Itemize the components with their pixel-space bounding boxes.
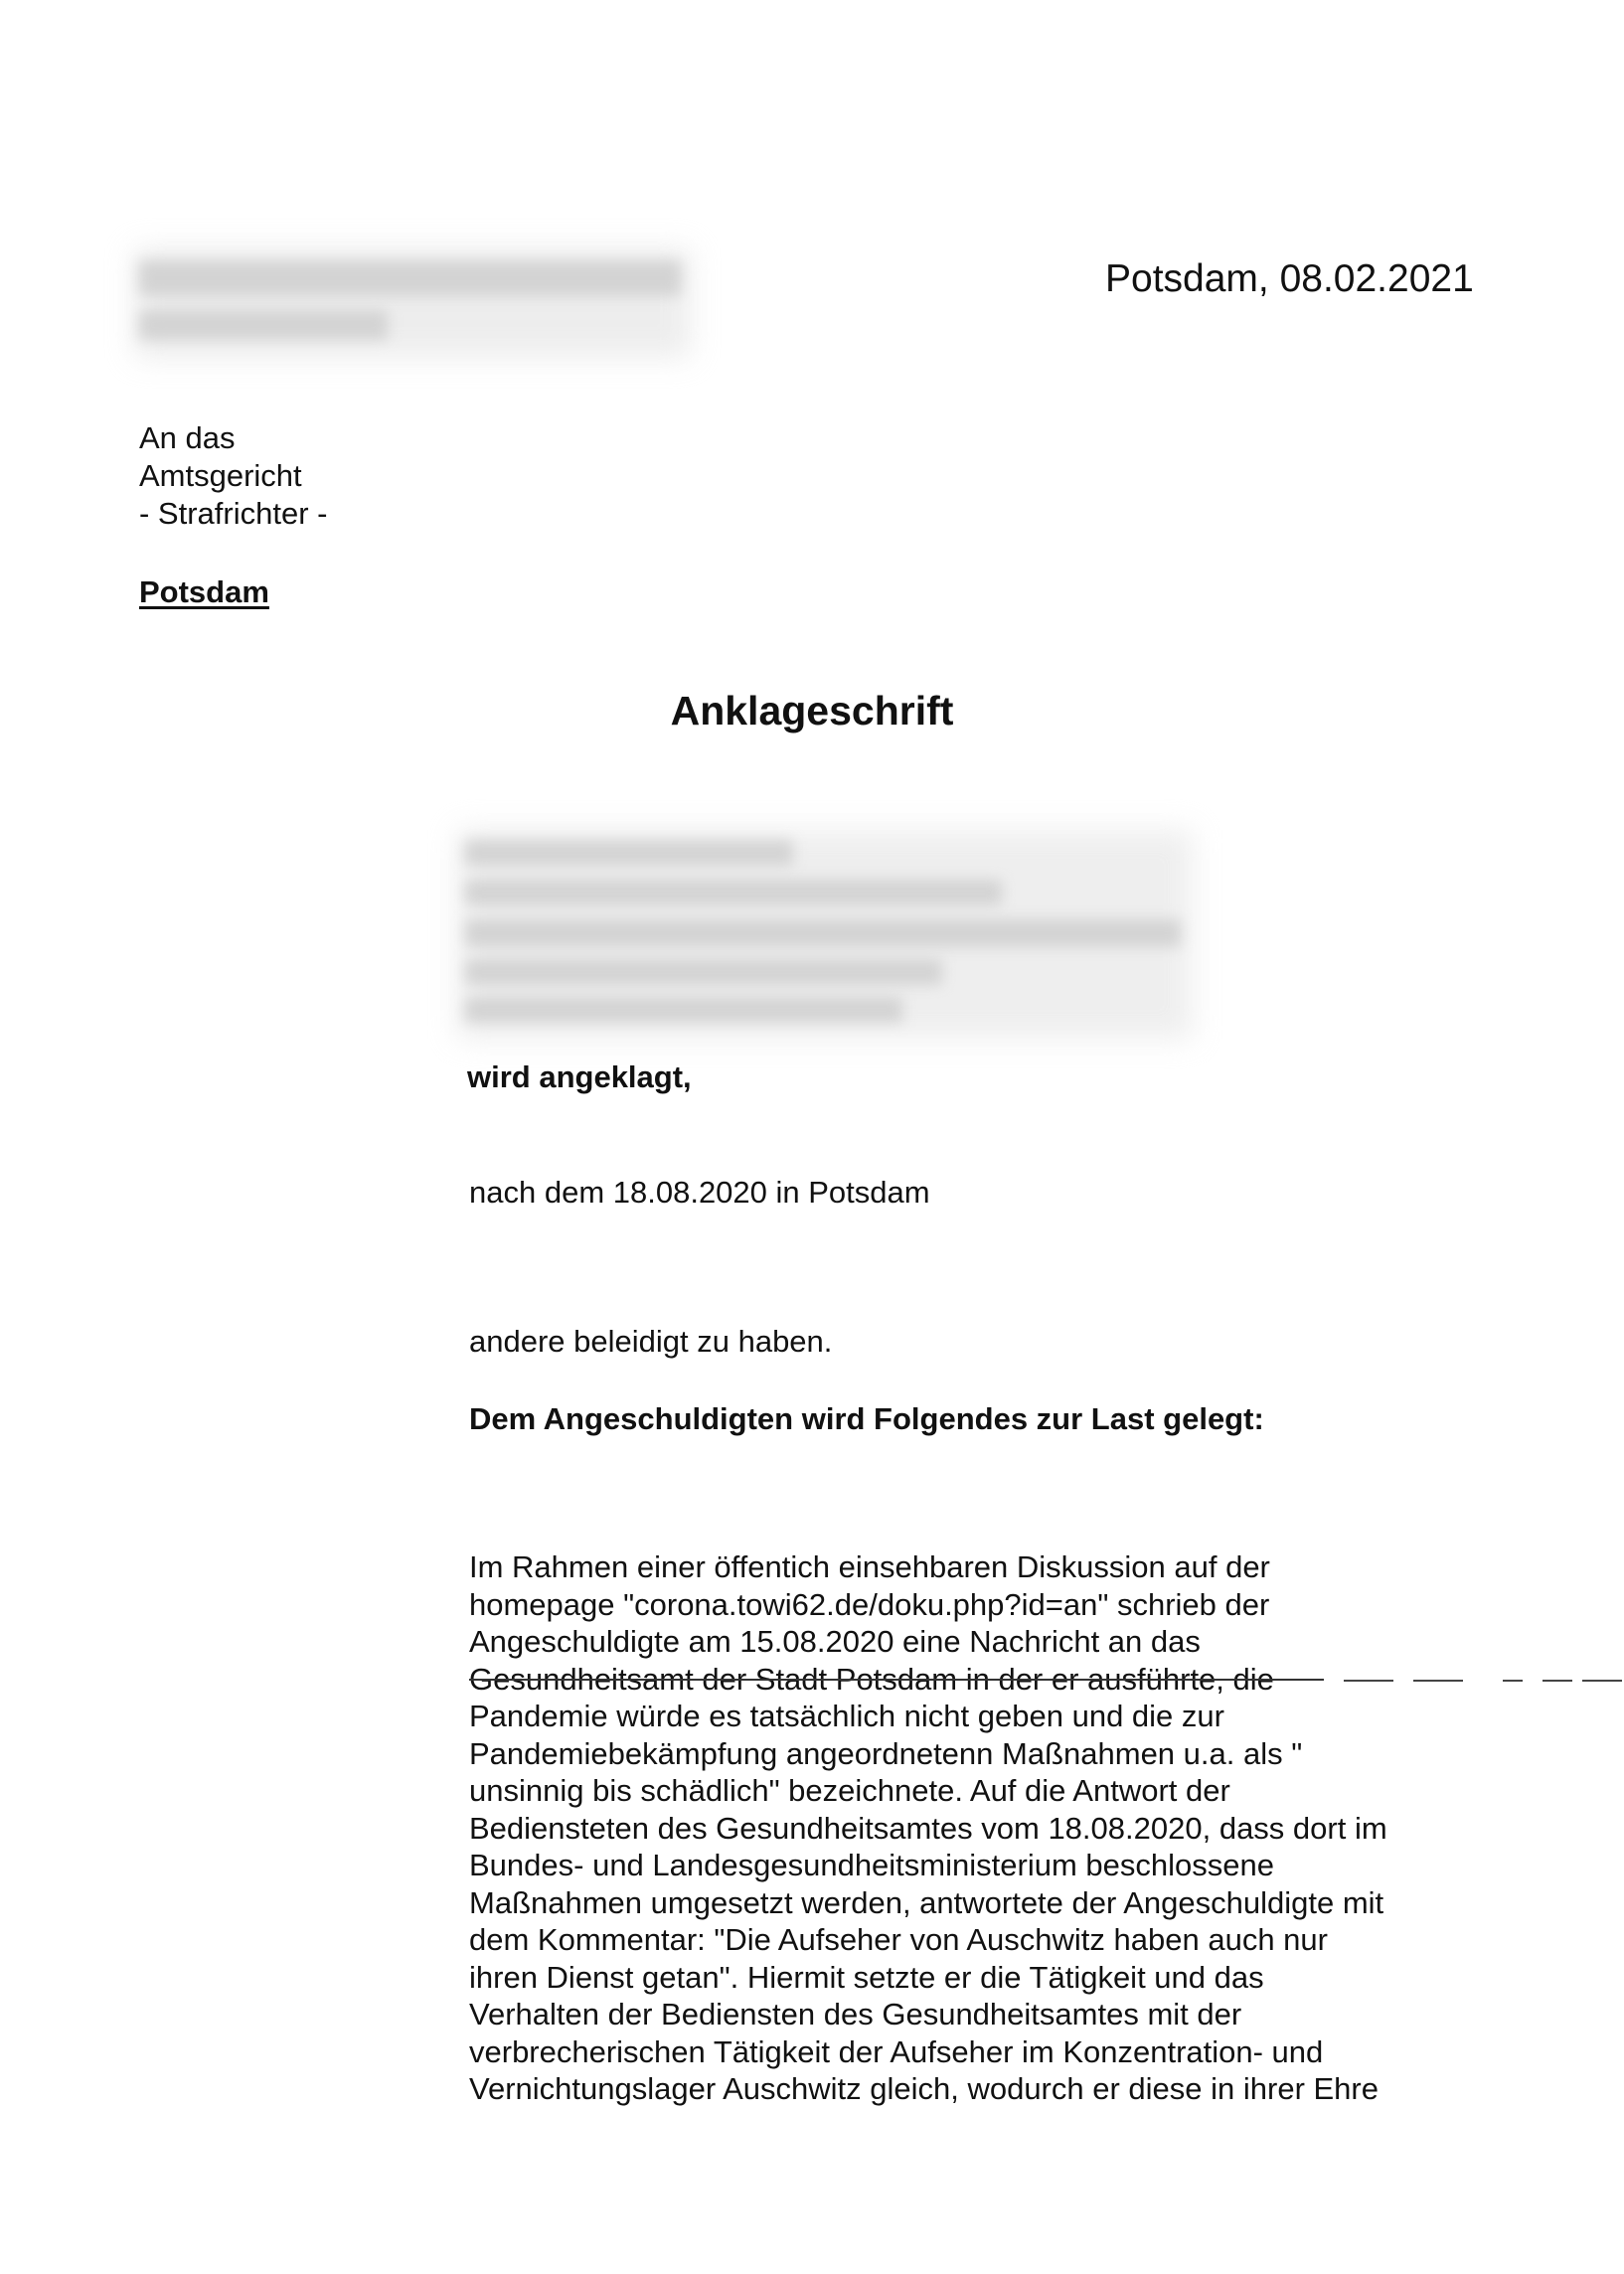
charged-phrase: wird angeklagt, (467, 1059, 692, 1094)
body-line: Pandemiebekämpfung angeordnetenn Maßnahmen u.a. als " (469, 1735, 1303, 1771)
recipient-line: Amtsgericht (139, 458, 302, 493)
body-line: dem Kommentar: "Die Aufseher von Auschwitz haben auch nur (469, 1922, 1328, 1957)
recipient-line: An das (139, 420, 236, 455)
body-line: Pandemie würde es tatsächlich nicht geben und die zur (469, 1699, 1224, 1733)
redacted-defendant-line (465, 959, 942, 985)
offense-statement: andere beleidigt zu haben. (469, 1324, 833, 1359)
document-title: Anklageschrift (670, 688, 954, 733)
allegation-body (469, 1548, 1503, 2108)
body-line: Im Rahmen einer öffentich einsehbaren Diskussion auf der (469, 1549, 1270, 1584)
recipient-city: Potsdam (139, 574, 269, 609)
recipient-line: - Strafrichter - (139, 496, 328, 531)
redacted-sender-line (139, 260, 681, 296)
body-line: Verhalten der Bediensten des Gesundheitsamtes mit der (469, 1997, 1242, 2031)
body-line: Vernichtungslager Auschwitz gleich, wodurch er diese in ihrer Ehre (469, 2071, 1379, 2106)
redacted-sender-line (139, 310, 388, 340)
body-line: verbrecherischen Tätigkeit der Aufseher im Konzentration- und (469, 2033, 1324, 2069)
body-line: Bundes- und Landesgesundheitsministerium beschlossene (469, 1848, 1274, 1882)
allegation-heading: Dem Angeschuldigten wird Folgendes zur Last gelegt: (469, 1401, 1264, 1436)
body-line: ihren Dienst getan". Hiermit setzte er die Tätigkeit und das (469, 1959, 1264, 1995)
recipient-address (139, 419, 327, 533)
date-line: Potsdam, 08.02.2021 (1105, 257, 1474, 300)
body-line: Bediensteten des Gesundheitsamtes vom 18.08.2020, dass dort im (469, 1810, 1387, 1846)
body-line: Maßnahmen umgesetzt werden, antwortete der Angeschuldigte mit (469, 1884, 1384, 1920)
redacted-defendant-line (465, 997, 902, 1023)
redacted-defendant-line (465, 919, 1181, 947)
body-line: Angeschuldigte am 15.08.2020 eine Nachricht an das (469, 1624, 1201, 1659)
time-place-statement: nach dem 18.08.2020 in Potsdam (469, 1175, 930, 1210)
redacted-defendant-line (465, 840, 793, 866)
body-line: homepage "corona.towi62.de/doku.php?id=an" schrieb der (469, 1586, 1270, 1622)
body-line: unsinnig bis schädlich" bezeichnete. Auf die Antwort der (469, 1773, 1230, 1808)
body-line: Gesundheitsamt der Stadt Potsdam in der er ausführte, die (469, 1661, 1274, 1697)
redacted-defendant-line (465, 880, 1002, 905)
